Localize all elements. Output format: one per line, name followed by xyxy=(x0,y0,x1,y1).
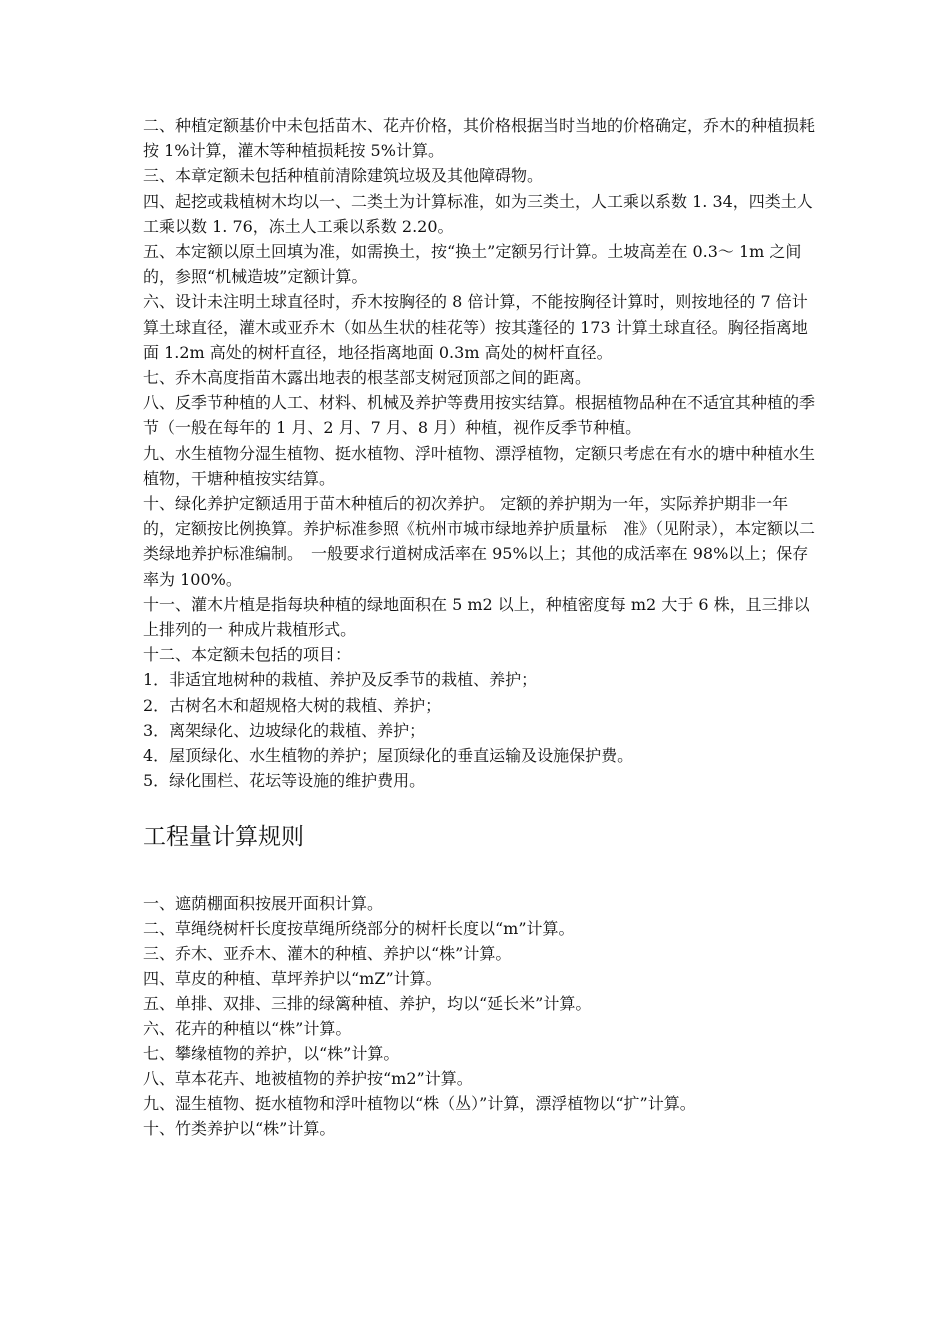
note-paragraph: 十、绿化养护定额适用于苗木种植后的初次养护。 定额的养护期为一年，实际养护期非一年的，定额按比例换算。养护标准参照《杭州市城市绿地养护质量标 准》（见附录），本定额以二类绿地养护标准编制。 一般要求行道树成活率在 95%以上；其他的成活率在 98%以上；保存率为 100%。 xyxy=(143,494,816,589)
notes-section xyxy=(143,113,815,793)
rule-item: 四、草皮的种植、草坪养护以“mZ”计算。 xyxy=(143,969,442,989)
note-paragraph: 六、设计未注明土球直径时，乔木按胸径的 8 倍计算，不能按胸径计算时，则按地径的 7 倍计算土球直径，灌木或亚乔木（如丛生状的桂花等）按其蓬径的 173 计算土球直径。胸径指离地面 1.2m 高处的树杆直径，地径指离地面 0.3m 高处的树杆直径。 xyxy=(143,292,808,362)
rule-item: 七、攀缘植物的养护，以“株”计算。 xyxy=(143,1044,400,1064)
note-paragraph: 八、反季节种植的人工、材料、机械及养护等费用按实结算。根据植物品种在不适宜其种植的季节（一般在每年的 1 月、2 月、7 月、8 月）种植，视作反季节种植。 xyxy=(143,393,816,438)
rule-item: 六、花卉的种植以“株”计算。 xyxy=(143,1019,352,1039)
rule-item: 五、单排、双排、三排的绿篱种植、养护，均以“延长米”计算。 xyxy=(143,994,592,1014)
list-item: 5．绿化围栏、花坛等设施的维护费用。 xyxy=(143,771,426,791)
list-item: 1．非适宜地树种的栽植、养护及反季节的栽植、养护； xyxy=(143,670,538,690)
note-paragraph: 十一、灌木片植是指每块种植的绿地面积在 5 m2 以上，种植密度每 m2 大于 6 株，且三排以上排列的一 种成片栽植形式。 xyxy=(143,594,810,640)
note-paragraph: 五、本定额以原土回填为准，如需换土，按“换土”定额另行计算。土坡高差在 0.3～ 1m 之间的，参照“机械造坡”定额计算。 xyxy=(143,242,802,287)
rule-item: 八、草本花卉、地被植物的养护按“m2”计算。 xyxy=(143,1069,473,1089)
rule-item: 九、湿生植物、挺水植物和浮叶植物以“株（丛）”计算，漂浮植物以“扩”计算。 xyxy=(143,1094,696,1114)
note-paragraph: 二、种植定额基价中未包括苗木、花卉价格，其价格根据当时当地的价格确定，乔木的种植损耗按 1%计算，灌木等种植损耗按 5%计算。 xyxy=(143,116,816,161)
section-heading: 工程量计算规则 xyxy=(143,824,304,851)
rules-section xyxy=(143,891,815,1141)
list-item: 2．古树名木和超规格大树的栽植、养护； xyxy=(143,695,442,715)
rule-item: 一、遮荫棚面积按展开面积计算。 xyxy=(143,894,384,914)
note-paragraph: 九、水生植物分湿生植物、挺水植物、浮叶植物、漂浮植物，定额只考虑在有水的塘中种植水生植物，干塘种植按实结算。 xyxy=(143,443,816,488)
note-paragraph: 七、乔木高度指苗木露出地表的根茎部支树冠顶部之间的距离。 xyxy=(143,368,592,388)
note-paragraph: 三、本章定额未包括种植前清除建筑垃圾及其他障碍物。 xyxy=(143,166,544,186)
document-page xyxy=(143,113,815,1141)
note-paragraph: 四、起挖或栽植树木均以一、二类土为计算标准，如为三类土，人工乘以系数 1. 34，四类土人工乘以数 1. 76，冻土人工乘以系数 2.20。 xyxy=(143,191,813,236)
list-item: 4．屋顶绿化、水生植物的养护；屋顶绿化的垂直运输及设施保护费。 xyxy=(143,746,634,766)
rule-item: 十、竹类养护以“株”计算。 xyxy=(143,1119,336,1139)
list-item: 3．离架绿化、边坡绿化的栽植、养护； xyxy=(143,720,426,740)
rule-item: 三、乔木、亚乔木、灌木的种植、养护以“株”计算。 xyxy=(143,944,512,964)
rule-item: 二、草绳绕树杆长度按草绳所绕部分的树杆长度以“m”计算。 xyxy=(143,919,575,939)
note-paragraph: 十二、本定额未包括的项目： xyxy=(143,645,352,665)
